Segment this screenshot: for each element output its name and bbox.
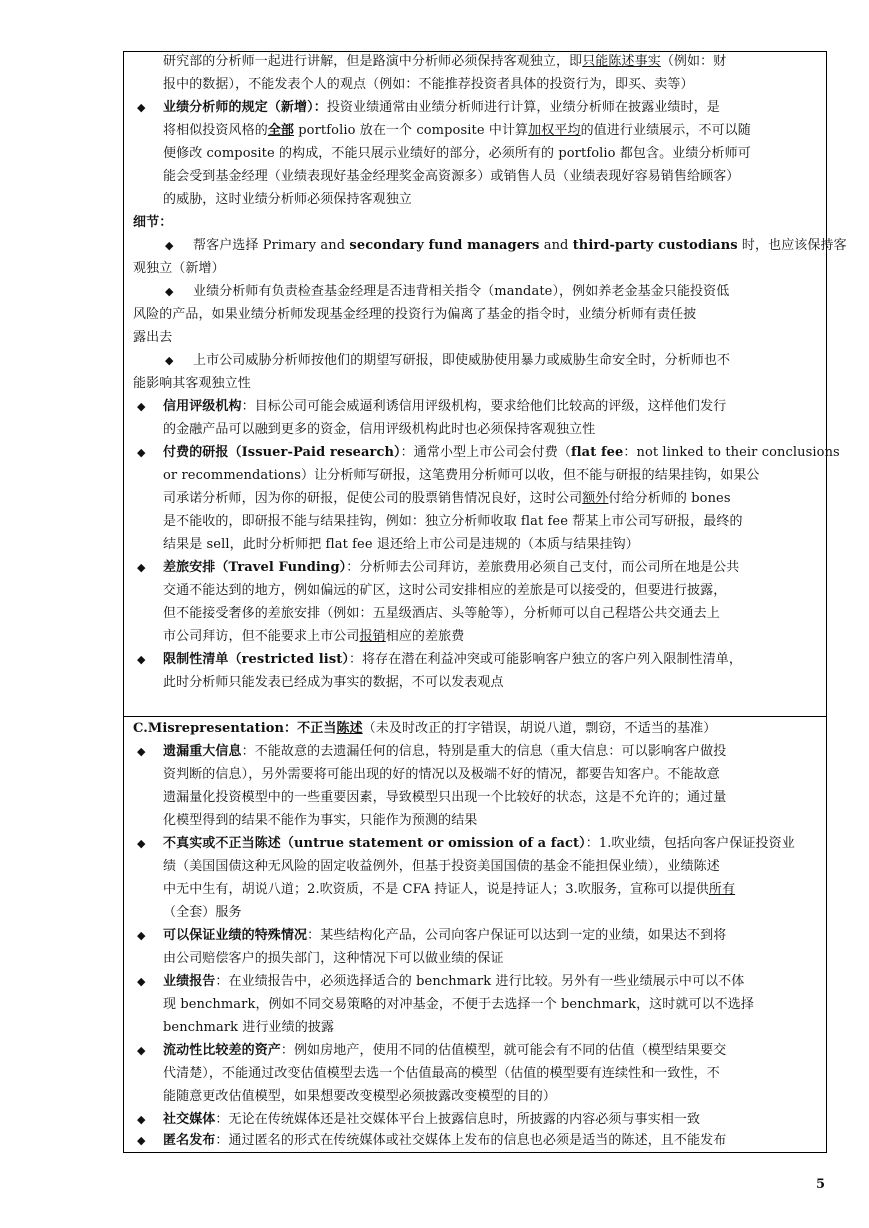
restricted-list-item: 限制性清单（restricted list）：将存在潜在利益冲突或可能影响客户独立的客户列入限制性清单， — [163, 652, 742, 667]
bullet-icon: ◆ — [137, 975, 146, 988]
text-line: 便修改 composite 的构成，不能只展示业绩好的部分，必须所有的 portfolio 都包含。业绩分析师可 — [163, 146, 751, 161]
travel-funding-item: 差旅安排（Travel Funding）：分析师去公司拜访，差旅费用必须自己支付，而公司所在地是公共 — [163, 560, 740, 575]
perf-analyst-item: 业绩分析师的规定（新增）：投资业绩通常由业绩分析师进行计算，业绩分析师在披露业绩时，是 — [163, 100, 720, 115]
text-line: 观独立（新增） — [133, 261, 225, 276]
credit-agency-item: 信用评级机构：目标公司可能会威逼利诱信用评级机构，要求给他们比较高的评级，这样他们发行 — [163, 399, 727, 414]
detail-item: 业绩分析师有负责检查基金经理是否违背相关指令（mandate），例如养老金基金只能投资低 — [193, 284, 730, 299]
text-line: 能会受到基金经理（业绩表现好基金经理奖金高资源多）或销售人员（业绩表现好容易销售给顾客） — [163, 169, 740, 184]
bullet-icon: ◆ — [137, 1113, 146, 1126]
text-line: 由公司赔偿客户的损失部门，这种情况下可以做业绩的保证 — [163, 951, 504, 966]
bullet-icon: ◆ — [137, 1134, 146, 1147]
text-line: 资判断的信息），另外需要将可能出现的好的情况以及极端不好的情况，都要告知客户。不能故意 — [163, 767, 720, 782]
text-line: 遗漏量化投资模型中的一些重要因素，导致模型只出现一个比较好的状态，这是不允许的；通过量 — [163, 790, 727, 805]
bullet-icon: ◆ — [137, 837, 146, 850]
bullet-icon: ◆ — [137, 1044, 146, 1057]
text-line: benchmark 进行业绩的披露 — [163, 1020, 335, 1035]
text-line: or recommendations）让分析师写研报，这笔费用分析师可以收，但不能与研报的结果挂钩，如果公 — [163, 468, 760, 483]
text-line: 研究部的分析师一起进行讲解，但是路演中分析师必须保持客观独立，即只能陈述事实（例如：财 — [163, 54, 727, 69]
text-line: 交通不能达到的地方，例如偏远的矿区，这时公司安排相应的差旅是可以接受的，但要进行披露， — [163, 583, 727, 598]
detail-item: 上市公司威胁分析师按他们的期望写研报，即使威胁使用暴力或威胁生命安全时，分析师也不 — [193, 353, 731, 368]
text-line: 化模型得到的结果不能作为事实，只能作为预测的结果 — [163, 813, 478, 828]
performance-report-item: 业绩报告：在业绩报告中，必须选择适合的 benchmark 进行比较。另外有一些业绩展示中可以不体 — [163, 974, 745, 989]
bullet-icon: ◆ — [137, 101, 146, 114]
text-line: 绩（美国国债这种无风险的固定收益例外，但基于投资美国国债的基金不能担保业绩），业绩陈述 — [163, 859, 720, 874]
text-line: 市公司拜访，但不能要求上市公司报销相应的差旅费 — [163, 629, 465, 644]
text-line: 的威胁，这时业绩分析师必须保持客观独立 — [163, 192, 412, 207]
text-line: 结果是 sell，此时分析师把 flat fee 退还给上市公司是违规的（本质与结果挂钩） — [163, 537, 639, 552]
issuer-paid-item: 付费的研报（Issuer-Paid research）：通常小型上市公司会付费（flat fee：not linked to their conclusions — [163, 445, 840, 460]
illiquid-asset-item: 流动性比较差的资产：例如房地产，使用不同的估值模型，就可能会有不同的估值（模型结果要交 — [163, 1043, 727, 1058]
bullet-icon: ◆ — [137, 400, 146, 413]
anonymous-post-item: 匿名发布：通过匿名的形式在传统媒体或社交媒体上发布的信息也必须是适当的陈述，且不能发布 — [163, 1133, 727, 1148]
text-line: 风险的产品，如果业绩分析师发现基金经理的投资行为偏离了基金的指令时，业绩分析师有责任披 — [133, 307, 697, 322]
text-line: 司承诺分析师，因为你的研报，促使公司的股票销售情况良好，这时公司额外付给分析师的 bones — [163, 491, 731, 506]
bullet-icon: ◆ — [137, 745, 146, 758]
text-line: 报中的数据），不能发表个人的观点（例如：不能推荐投资者具体的投资行为，即买、卖等） — [163, 77, 694, 92]
bullet-icon: ◆ — [165, 285, 174, 298]
omission-item: 遗漏重大信息：不能故意的去遗漏任何的信息，特别是重大的信息（重大信息：可以影响客户做投 — [163, 744, 727, 759]
detail-heading: 细节： — [133, 215, 173, 230]
section-heading-misrepresentation: C.Misrepresentation：不正当陈述（未及时改正的打字错误，胡说八道，剽窃，不适当的基准） — [133, 721, 717, 736]
guarantee-item: 可以保证业绩的特殊情况：某些结构化产品，公司向客户保证可以达到一定的业绩，如果达不到将 — [163, 928, 727, 943]
bullet-icon: ◆ — [137, 929, 146, 942]
text-line: 能影响其客观独立性 — [133, 376, 251, 391]
text-line: 的金融产品可以融到更多的资金，信用评级机构此时也必须保持客观独立性 — [163, 422, 596, 437]
text-line: 代清楚），不能通过改变估值模型去选一个估值最高的模型（估值的模型要有连续性和一致性，不 — [163, 1066, 720, 1081]
bullet-icon: ◆ — [137, 653, 146, 666]
text-line: 但不能接受奢侈的差旅安排（例如：五星级酒店、头等舱等），分析师可以自己程塔公共交通去上 — [163, 606, 720, 621]
text-line: 将相似投资风格的全部 portfolio 放在一个 composite 中计算加权平均的值进行业绩展示，不可以随 — [163, 123, 751, 138]
text-line: 能随意更改估值模型，如果想要改变模型必须披露改变模型的目的） — [163, 1089, 557, 1104]
detail-item: 帮客户选择 Primary and secondary fund managers and third-party custodians 时，也应该保持客 — [193, 238, 847, 253]
social-media-item: 社交媒体：无论在传统媒体还是社交媒体平台上披露信息时，所披露的内容必须与事实相一致 — [163, 1112, 701, 1127]
bullet-icon: ◆ — [165, 239, 174, 252]
page-number: 5 — [816, 1177, 826, 1192]
bullet-icon: ◆ — [165, 354, 174, 367]
bullet-icon: ◆ — [137, 561, 146, 574]
text-line: （全套）服务 — [163, 905, 242, 920]
text-line: 是不能收的，即研报不能与结果挂钩，例如：独立分析师收取 flat fee 帮某上市公司写研报，最终的 — [163, 514, 743, 529]
bullet-icon: ◆ — [137, 446, 146, 459]
untrue-statement-item: 不真实或不正当陈述（untrue statement or omission of a fact）：1.吹业绩，包括向客户保证投资业 — [163, 836, 795, 851]
text-line: 此时分析师只能发表已经成为事实的数据，不可以发表观点 — [163, 675, 504, 690]
text-line: 现 benchmark，例如不同交易策略的对冲基金，不便于去选择一个 benchmark，这时就可以不选择 — [163, 997, 754, 1012]
text-line: 中无中生有，胡说八道；2.吹资质，不是 CFA 持证人，说是持证人；3.吹服务，宣称可以提供所有 — [163, 882, 736, 897]
text-line: 露出去 — [133, 330, 173, 345]
